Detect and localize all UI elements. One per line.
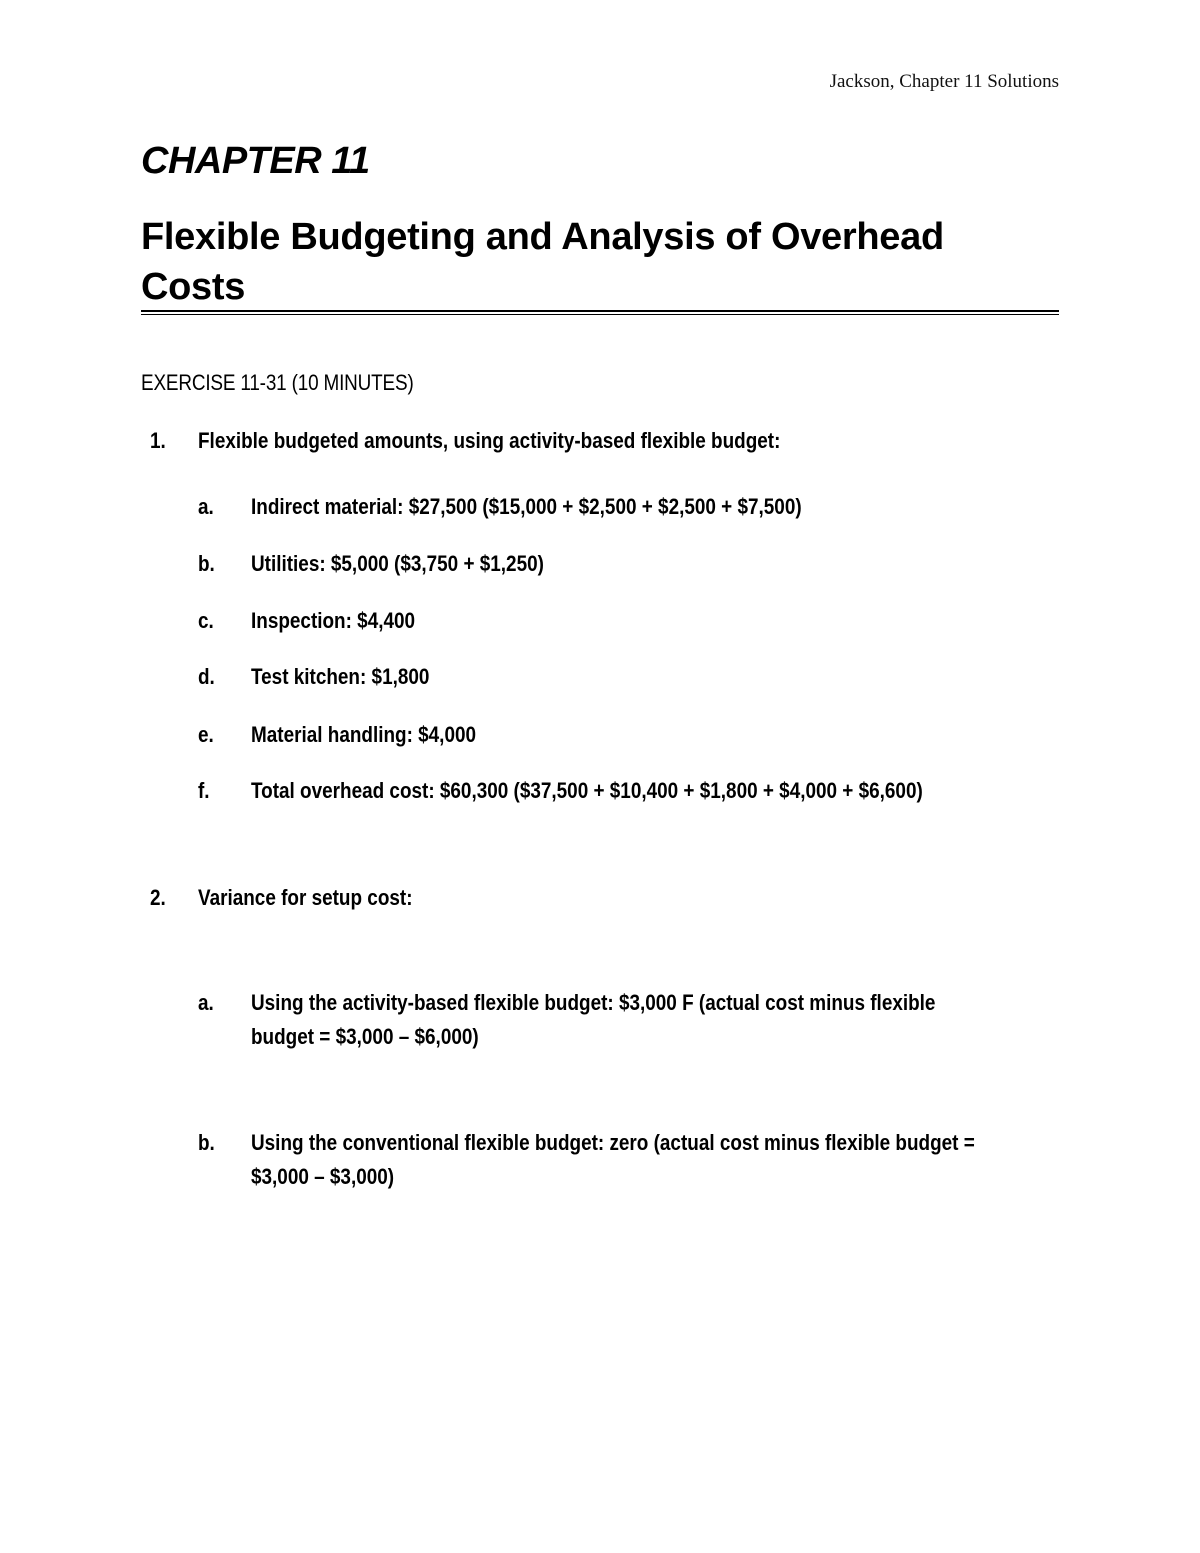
sub-item-marker: f. — [198, 778, 210, 803]
running-header: Jackson, Chapter 11 Solutions — [829, 71, 1059, 92]
title-divider — [141, 310, 1059, 312]
item-number: 2. — [150, 885, 166, 910]
sub-item-text-line1: Using the activity-based flexible budget: $3,000 F (actual cost minus flexible — [251, 990, 936, 1015]
item-number: 1. — [150, 428, 166, 453]
sub-item-text: Total overhead cost: $60,300 ($37,500 + $10,400 + $1,800 + $4,000 + $6,600) — [251, 778, 923, 803]
sub-item-text: Inspection: $4,400 — [251, 608, 416, 633]
sub-item-text: Indirect material: $27,500 ($15,000 + $2,500 + $2,500 + $7,500) — [251, 494, 802, 519]
sub-item-marker: b. — [198, 551, 215, 576]
item-text: Variance for setup cost: — [198, 885, 413, 910]
sub-item-text: Utilities: $5,000 ($3,750 + $1,250) — [251, 551, 544, 576]
exercise-heading: EXERCISE 11-31 (10 MINUTES) — [141, 370, 414, 395]
sub-item-text: Material handling: $4,000 — [251, 722, 477, 747]
chapter-label: CHAPTER 11 — [141, 140, 370, 182]
sub-item-marker: d. — [198, 664, 215, 689]
sub-item-marker: c. — [198, 608, 214, 633]
chapter-title: Flexible Budgeting and Analysis of Overhead Costs — [141, 216, 944, 308]
item-text: Flexible budgeted amounts, using activity-based flexible budget: — [198, 428, 781, 453]
sub-item-marker: e. — [198, 722, 214, 747]
sub-item-marker: a. — [198, 494, 214, 519]
sub-item-text: Test kitchen: $1,800 — [251, 664, 430, 689]
sub-item-text-line1: Using the conventional flexible budget: zero (actual cost minus flexible budget = — [251, 1130, 975, 1155]
title-divider-secondary — [141, 314, 1059, 315]
sub-item-marker: b. — [198, 1130, 215, 1155]
sub-item-text-line2: $3,000 – $3,000) — [251, 1164, 395, 1189]
sub-item-marker: a. — [198, 990, 214, 1015]
sub-item-text-line2: budget = $3,000 – $6,000) — [251, 1024, 479, 1049]
